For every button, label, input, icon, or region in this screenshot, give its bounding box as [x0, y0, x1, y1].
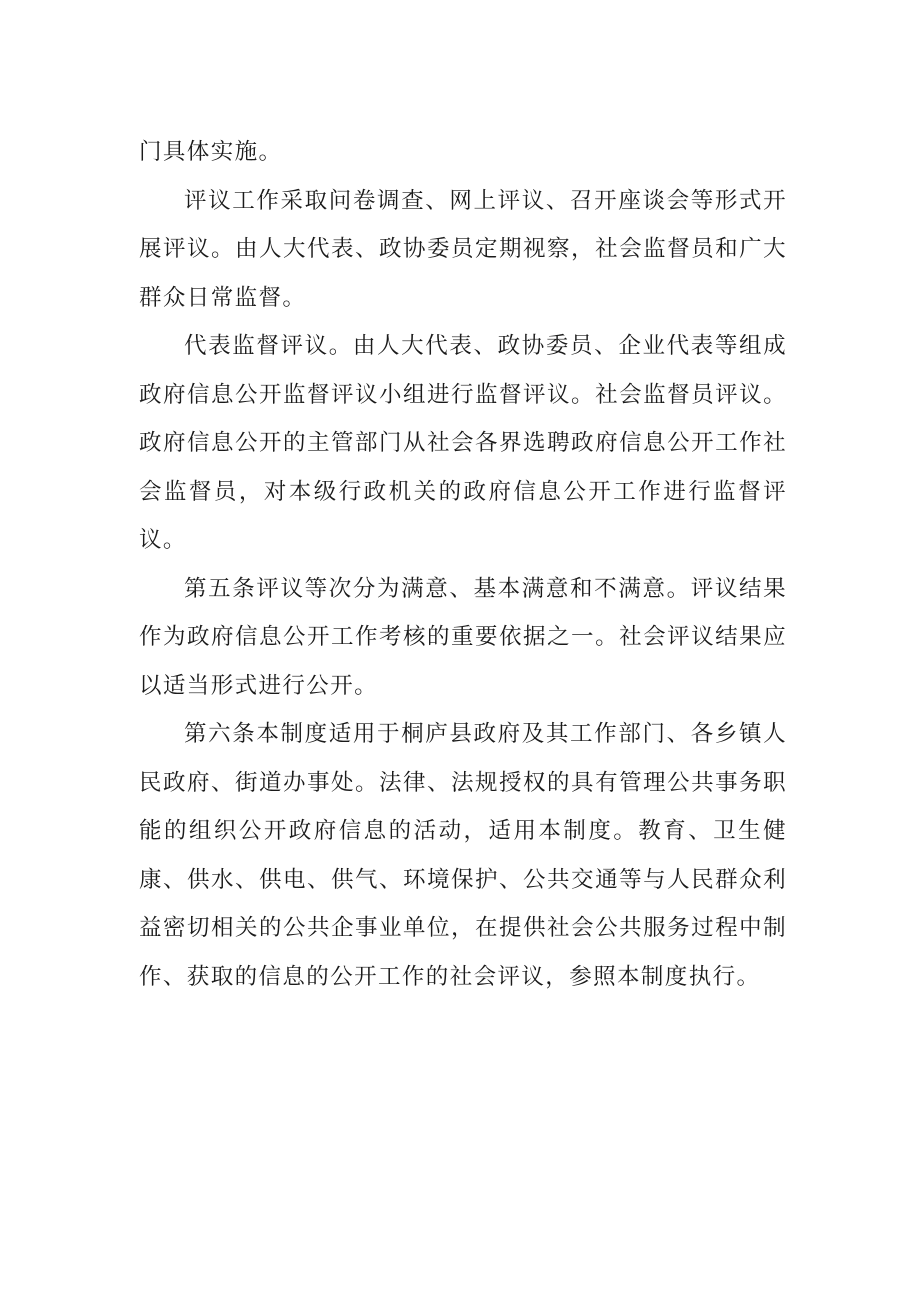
document-body [139, 128, 787, 1001]
paragraph-evaluation-methods: 评议工作采取问卷调查、网上评议、召开座谈会等形式开展评议。由人大代表、政协委员定期视察，社会监督员和广大群众日常监督。 [139, 187, 787, 311]
paragraph-article-six: 第六条本制度适用于桐庐县政府及其工作部门、各乡镇人民政府、街道办事处。法律、法规授权的具有管理公共事务职能的组织公开政府信息的活动，适用本制度。教育、卫生健康、供水、供电、供气、环境保护、公共交通等与人民群众利益密切相关的公共企事业单位，在提供社会公共服务过程中制作、获取的信息的公开工作的社会评议，参照本制度执行。 [139, 721, 787, 990]
paragraph-article-five: 第五条评议等次分为满意、基本满意和不满意。评议结果作为政府信息公开工作考核的重要依据之一。社会评议结果应以适当形式进行公开。 [139, 575, 787, 699]
paragraph-representative-review: 代表监督评议。由人大代表、政协委员、企业代表等组成政府信息公开监督评议小组进行监督评议。社会监督员评议。政府信息公开的主管部门从社会各界选聘政府信息公开工作社会监督员，对本级行政机关的政府信息公开工作进行监督评议。 [139, 333, 787, 553]
paragraph-continuation: 门具体实施。 [139, 139, 283, 165]
